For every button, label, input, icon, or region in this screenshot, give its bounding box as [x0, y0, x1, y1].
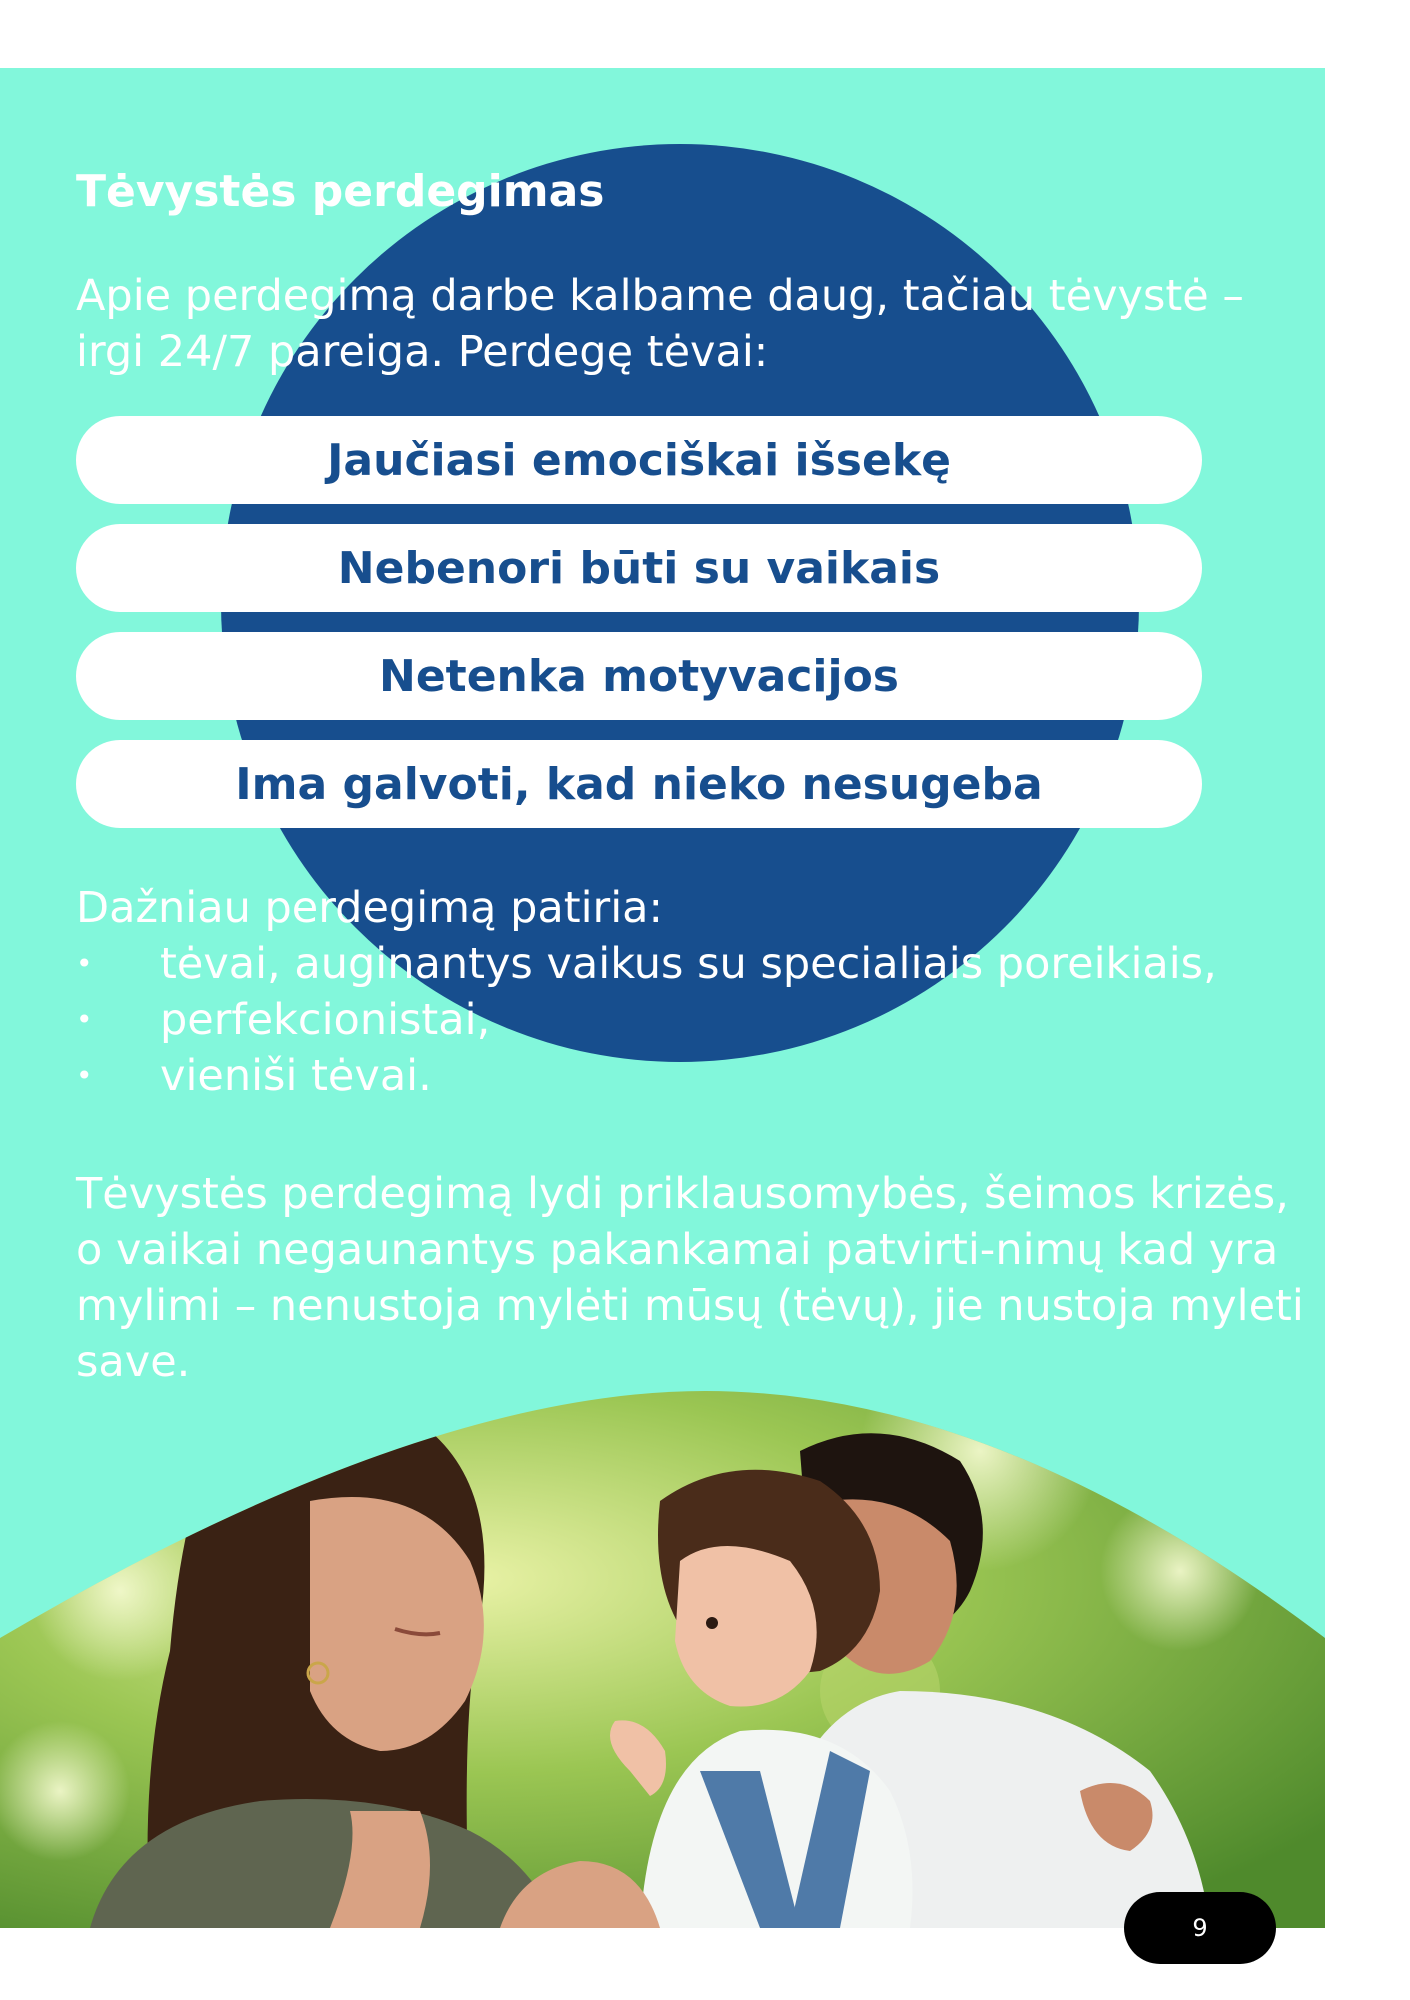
symptom-pill — [76, 524, 1202, 612]
symptom-pill — [76, 416, 1202, 504]
bullet-icon: • — [76, 1003, 93, 1036]
symptom-label: Jaučiasi emociškai išsekę — [327, 434, 951, 486]
page-panel — [0, 68, 1325, 1928]
list-item-text: vieniši tėvai. — [160, 1051, 432, 1101]
symptom-pill — [76, 632, 1202, 720]
symptom-pill — [76, 740, 1202, 828]
family-photo — [0, 1391, 1325, 1928]
list-item — [76, 936, 1217, 992]
page-number: 9 — [1192, 1914, 1208, 1942]
bullet-icon: • — [76, 947, 93, 980]
closing-paragraph: Tėvystės perdegimą lydi priklausomybės, šeimos krizės, o vaikai negaunantys pakankamai patvirti-nimų kad yra mylimi – nenustoja mylėti mūsų (tėvų), jie nustoja myleti save. — [76, 1169, 1304, 1387]
page-heading: Tėvystės perdegimas — [76, 166, 605, 217]
risk-groups-intro: Dažniau perdegimą patiria: — [76, 883, 663, 933]
intro-paragraph: Apie perdegimą darbe kalbame daug, tačiau tėvystė – irgi 24/7 pareiga. Perdegę tėvai: — [76, 271, 1244, 377]
list-item-text: perfekcionistai, — [160, 995, 491, 1045]
list-item-text: tėvai, auginantys vaikus su specialiais poreikiais, — [160, 939, 1217, 989]
symptom-label: Netenka motyvacijos — [379, 650, 899, 702]
family-photo-illustration — [0, 1391, 1325, 1928]
risk-groups-list — [76, 936, 1217, 1104]
list-item — [76, 1048, 1217, 1104]
symptom-label: Ima galvoti, kad nieko nesugeba — [235, 758, 1043, 810]
bullet-icon: • — [76, 1059, 93, 1092]
symptom-label: Nebenori būti su vaikais — [337, 542, 941, 594]
page-number-badge — [1124, 1892, 1276, 1964]
list-item — [76, 992, 1217, 1048]
